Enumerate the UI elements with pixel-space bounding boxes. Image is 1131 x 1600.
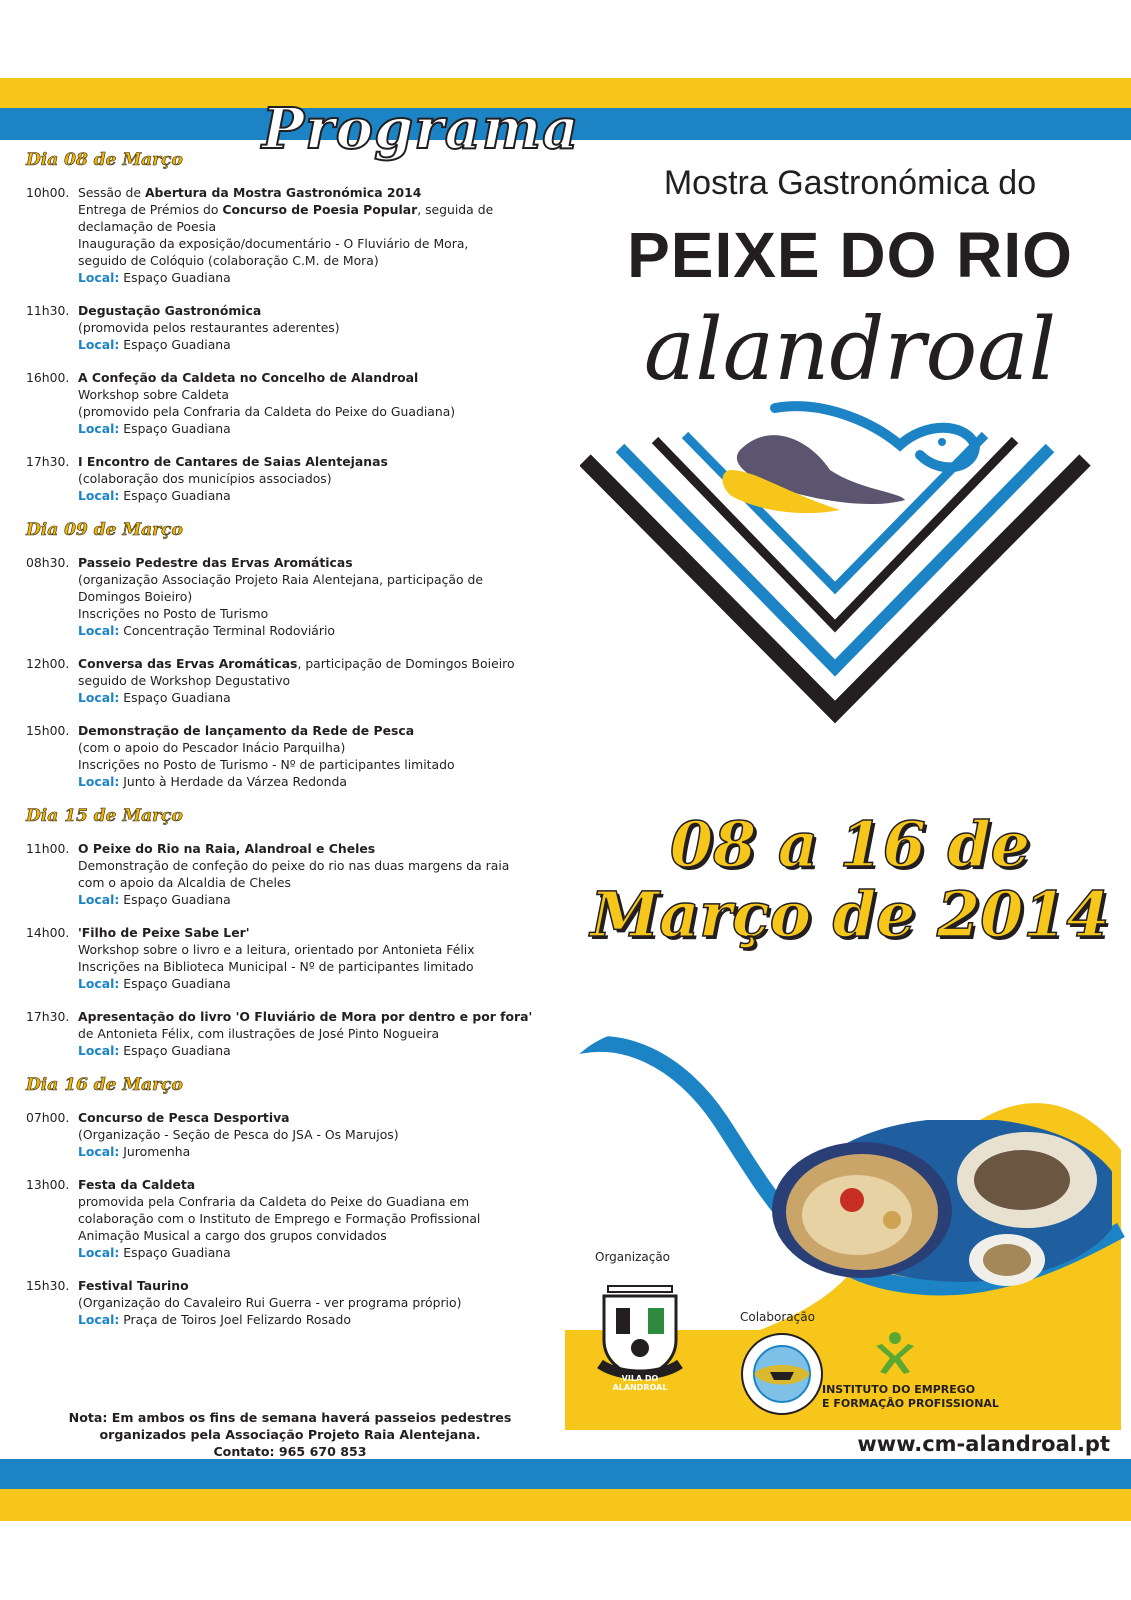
- location-value: Praça de Toiros Joel Felizardo Rosado: [123, 1312, 351, 1327]
- colaboracao-label: Colaboração: [740, 1310, 815, 1324]
- schedule-event: [26, 924, 556, 992]
- event-line: [78, 605, 556, 622]
- website-link[interactable]: www.cm-alandroal.pt: [857, 1432, 1110, 1456]
- event-line: [78, 1294, 556, 1311]
- event-text: Sessão de: [78, 185, 145, 200]
- event-text: Inauguração da exposição/documentário - O Fluviário de Mora,: [78, 236, 469, 251]
- event-line: [78, 588, 556, 605]
- schedule-event: [26, 1008, 556, 1059]
- event-time: 14h00.: [26, 925, 70, 940]
- location-value: Espaço Guadiana: [123, 892, 231, 907]
- location-value: Espaço Guadiana: [123, 690, 231, 705]
- event-text: seguido de Workshop Degustativo: [78, 673, 291, 688]
- schedule-event: [26, 722, 556, 790]
- event-title: Concurso de Poesia Popular: [222, 202, 418, 217]
- location-value: Concentração Terminal Rodoviário: [123, 623, 335, 638]
- note-line: organizados pela Associação Projeto Raia Alentejana.: [99, 1427, 481, 1442]
- event-text: (Organização do Cavaleiro Rui Guerra - ver programa próprio): [78, 1295, 462, 1310]
- organizacao-label: Organização: [595, 1250, 671, 1264]
- event-line: [78, 252, 556, 269]
- location-value: Espaço Guadiana: [123, 337, 231, 352]
- event-line: [78, 470, 556, 487]
- location-value: Espaço Guadiana: [123, 488, 231, 503]
- event-time: 15h00.: [26, 723, 70, 738]
- event-line: [78, 1277, 556, 1294]
- contact-line: Contato: 965 670 853: [213, 1444, 367, 1459]
- location-key: Local:: [78, 1245, 120, 1260]
- event-line: [78, 201, 556, 218]
- event-text: (Organização - Seção de Pesca do JSA - Os Marujos): [78, 1127, 399, 1142]
- event-line: [78, 874, 556, 891]
- event-time: 11h00.: [26, 841, 70, 856]
- event-line: [78, 672, 556, 689]
- event-line: [78, 756, 556, 773]
- event-title: A Confeção da Caldeta no Concelho de Alandroal: [78, 370, 419, 385]
- event-title: Degustação Gastronómica: [78, 303, 262, 318]
- event-line: [78, 453, 556, 470]
- event-location: [78, 622, 556, 639]
- event-line: [78, 1176, 556, 1193]
- event-text: com o apoio da Alcaldia de Cheles: [78, 875, 292, 890]
- event-text: (promovida pelos restaurantes aderentes): [78, 320, 340, 335]
- event-time: 12h00.: [26, 656, 70, 671]
- event-title: I Encontro de Cantares de Saias Alentejanas: [78, 454, 388, 469]
- event-line: [78, 319, 556, 336]
- event-location: [78, 975, 556, 992]
- day-heading: Dia 09 de Março: [26, 520, 183, 540]
- schedule: [26, 150, 556, 1344]
- event-line: [78, 1025, 556, 1042]
- event-time: 15h30.: [26, 1278, 70, 1293]
- event-line: [78, 1008, 556, 1025]
- location-key: Local:: [78, 337, 120, 352]
- food-photo: [762, 1120, 1112, 1300]
- location-key: Local:: [78, 892, 120, 907]
- schedule-event: [26, 453, 556, 504]
- event-location: [78, 487, 556, 504]
- location-key: Local:: [78, 690, 120, 705]
- event-text: declamação de Poesia: [78, 219, 217, 234]
- schedule-event: [26, 554, 556, 639]
- event-line: [78, 184, 556, 201]
- event-text: Workshop sobre Caldeta: [78, 387, 229, 402]
- location-key: Local:: [78, 1312, 120, 1327]
- event-location: [78, 689, 556, 706]
- bottom-yellow-band: [0, 1489, 1131, 1521]
- dates-line-2: Março de 2014: [590, 878, 1110, 951]
- event-text: Animação Musical a cargo dos grupos convidados: [78, 1228, 387, 1243]
- event-location: [78, 1143, 556, 1160]
- event-time: 11h30.: [26, 303, 70, 318]
- event-line: [78, 403, 556, 420]
- event-line: [78, 655, 556, 672]
- event-text: Entrega de Prémios do: [78, 202, 223, 217]
- bottom-blue-band: [0, 1459, 1131, 1489]
- crest-banner: VILA DO ALANDROAL: [612, 1374, 668, 1392]
- event-time: 17h30.: [26, 454, 70, 469]
- schedule-event: [26, 840, 556, 908]
- event-title: 'Filho de Peixe Sabe Ler': [78, 925, 250, 940]
- iefp-logo-icon: [872, 1330, 918, 1376]
- program-title: Programa: [262, 96, 580, 162]
- location-value: Espaço Guadiana: [123, 1245, 231, 1260]
- event-line: [78, 386, 556, 403]
- event-text: Domingos Boieiro): [78, 589, 193, 604]
- event-location: [78, 269, 556, 286]
- event-location: [78, 1042, 556, 1059]
- note-line: Nota: Em ambos os fins de semana haverá passeios pedestres: [68, 1410, 512, 1425]
- schedule-event: [26, 1176, 556, 1261]
- event-text: (promovido pela Confraria da Caldeta do Peixe do Guadiana): [78, 404, 456, 419]
- header-line-3: alandroal: [643, 300, 1057, 400]
- event-text: de Antonieta Félix, com ilustrações de José Pinto Nogueira: [78, 1026, 440, 1041]
- event-time: 17h30.: [26, 1009, 70, 1024]
- note: [40, 1409, 540, 1460]
- event-line: [78, 554, 556, 571]
- day-block: [26, 806, 556, 1059]
- event-title: Festa da Caldeta: [78, 1177, 196, 1192]
- event-line: [78, 235, 556, 252]
- event-location: [78, 1311, 556, 1328]
- iefp-line: E FORMAÇÃO PROFISSIONAL: [822, 1397, 999, 1410]
- location-key: Local:: [78, 1144, 120, 1159]
- event-title: Apresentação do livro 'O Fluviário de Mora por dentro e por fora': [78, 1009, 533, 1024]
- fish-chevron-logo: [580, 400, 1110, 740]
- location-value: Junto à Herdade da Várzea Redonda: [123, 774, 347, 789]
- event-time: 10h00.: [26, 185, 70, 200]
- location-key: Local:: [78, 421, 120, 436]
- event-title: Concurso de Pesca Desportiva: [78, 1110, 290, 1125]
- event-text: colaboração com o Instituto de Emprego e Formação Profissional: [78, 1211, 481, 1226]
- event-title: Abertura da Mostra Gastronómica 2014: [144, 185, 422, 200]
- iefp-name: [822, 1383, 999, 1411]
- event-line: [78, 924, 556, 941]
- event-text: (organização Associação Projeto Raia Alentejana, participação de: [78, 572, 484, 587]
- event-line: [78, 739, 556, 756]
- event-title: Festival Taurino: [78, 1278, 189, 1293]
- event-line: [78, 958, 556, 975]
- event-time: 08h30.: [26, 555, 70, 570]
- location-key: Local:: [78, 623, 120, 638]
- header-line-1: Mostra Gastronómica do: [663, 164, 1037, 202]
- schedule-event: [26, 302, 556, 353]
- day-heading: Dia 15 de Março: [26, 806, 183, 826]
- location-value: Juromenha: [123, 1144, 191, 1159]
- event-line: [78, 857, 556, 874]
- event-line: [78, 571, 556, 588]
- schedule-event: [26, 1109, 556, 1160]
- event-location: [78, 336, 556, 353]
- event-text: Inscrições na Biblioteca Municipal - Nº de participantes limitado: [78, 959, 474, 974]
- event-line: [78, 1109, 556, 1126]
- event-text: (colaboração dos municípios associados): [78, 471, 332, 486]
- location-value: Espaço Guadiana: [123, 1043, 231, 1058]
- event-text: , seguida de: [417, 202, 494, 217]
- event-text: Workshop sobre o livro e a leitura, orientado por Antonieta Félix: [78, 942, 475, 957]
- event-time: 13h00.: [26, 1177, 70, 1192]
- day-heading: Dia 08 de Março: [26, 150, 183, 170]
- event-title: Demonstração de lançamento da Rede de Pesca: [78, 723, 415, 738]
- location-value: Espaço Guadiana: [123, 421, 231, 436]
- event-line: [78, 218, 556, 235]
- event-time: 16h00.: [26, 370, 70, 385]
- event-line: [78, 1126, 556, 1143]
- event-text: Inscrições no Posto de Turismo: [78, 606, 269, 621]
- event-title: Conversa das Ervas Aromáticas: [78, 656, 298, 671]
- day-block: [26, 520, 556, 790]
- event-text: promovida pela Confraria da Caldeta do Peixe do Guadiana em: [78, 1194, 470, 1209]
- event-text: (com o apoio do Pescador Inácio Parquilha): [78, 740, 346, 755]
- day-block: [26, 1075, 556, 1328]
- event-line: [78, 941, 556, 958]
- schedule-event: [26, 1277, 556, 1328]
- event-text: , participação de Domingos Boieiro: [297, 656, 515, 671]
- event-location: [78, 891, 556, 908]
- event-location: [78, 773, 556, 790]
- event-line: [78, 722, 556, 739]
- day-heading: Dia 16 de Março: [26, 1075, 183, 1095]
- event-line: [78, 369, 556, 386]
- confraria-seal-icon: [740, 1332, 824, 1416]
- schedule-event: [26, 369, 556, 437]
- schedule-event: [26, 655, 556, 706]
- dates-line-1: 08 a 16 de: [669, 808, 1031, 881]
- event-location: [78, 1244, 556, 1261]
- location-key: Local:: [78, 270, 120, 285]
- location-key: Local:: [78, 488, 120, 503]
- day-block: [26, 150, 556, 504]
- event-title: Passeio Pedestre das Ervas Aromáticas: [78, 555, 353, 570]
- location-value: Espaço Guadiana: [123, 976, 231, 991]
- event-time: 07h00.: [26, 1110, 70, 1125]
- event-location: [78, 420, 556, 437]
- event-line: [78, 1210, 556, 1227]
- event-title: O Peixe do Rio na Raia, Alandroal e Cheles: [78, 841, 376, 856]
- location-key: Local:: [78, 1043, 120, 1058]
- location-key: Local:: [78, 774, 120, 789]
- event-text: seguido de Colóquio (colaboração C.M. de Mora): [78, 253, 379, 268]
- event-line: [78, 840, 556, 857]
- event-line: [78, 302, 556, 319]
- schedule-event: [26, 184, 556, 286]
- iefp-line: INSTITUTO DO EMPREGO: [822, 1383, 976, 1396]
- event-text: Demonstração de confeção do peixe do rio nas duas margens da raia: [78, 858, 510, 873]
- event-text: Inscrições no Posto de Turismo - Nº de participantes limitado: [78, 757, 455, 772]
- header-line-2: PEIXE DO RIO: [627, 219, 1073, 291]
- event-line: [78, 1227, 556, 1244]
- event-line: [78, 1193, 556, 1210]
- location-value: Espaço Guadiana: [123, 270, 231, 285]
- location-key: Local:: [78, 976, 120, 991]
